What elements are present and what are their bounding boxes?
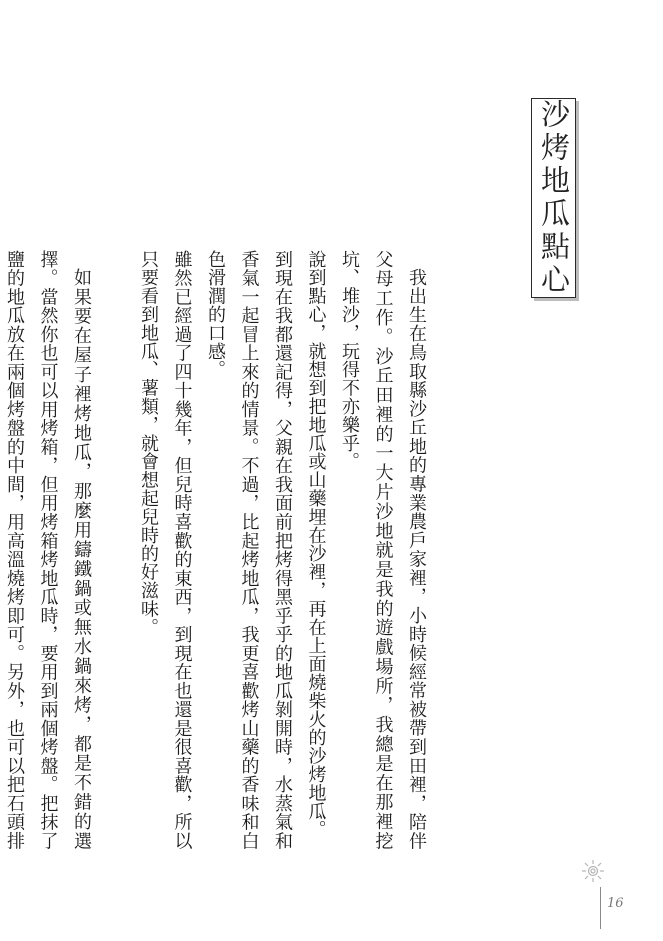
paragraph-1: 我出生在鳥取縣沙丘地的專業農戶家裡，小時候經常被帶到田裡，陪伴父母工作。沙丘田裡的一大片沙地就是我的遊戲場所，我總是在那裡挖坑、堆沙，玩得不亦樂乎。 <box>339 250 427 850</box>
page-number-divider <box>600 887 601 929</box>
chapter-title: 沙烤地瓜點心 <box>537 99 571 297</box>
body-text <box>4 250 433 850</box>
chapter-title-box <box>531 98 576 298</box>
paragraph-gap <box>98 250 132 251</box>
paragraph-2: 說到點心，就想到把地瓜或山藥埋在沙裡，再在上面燒柴火的沙烤地瓜。 <box>305 250 327 839</box>
paragraph-4: 雖然已經過了四十幾年，但兒時喜歡的東西，到現在也還是很喜歡，所以只要看到地瓜、薯類，就會想起兒時的好滋味。 <box>138 250 193 850</box>
page-number: 16 <box>607 896 624 911</box>
paragraph-3: 到現在我都還記得，父親在我面前把烤得黑乎乎的地瓜剝開時，水蒸氣和香氣一起冒上來的情景。不過，比起烤地瓜，我更喜歡烤山藥的香味和白色滑潤的口感。 <box>205 250 293 850</box>
paragraph-5: 如果要在屋子裡烤地瓜，那麼用鑄鐵鍋或無水鍋來烤，都是不錯的選擇。當然你也可以用烤箱，但用烤箱烤地瓜時，要用到兩個烤盤。把抹了鹽的地瓜放在兩個烤盤的中間，用高溫燒烤即可。另外，也可以把石頭排 <box>4 250 92 850</box>
sun-ornament-icon <box>580 858 606 884</box>
